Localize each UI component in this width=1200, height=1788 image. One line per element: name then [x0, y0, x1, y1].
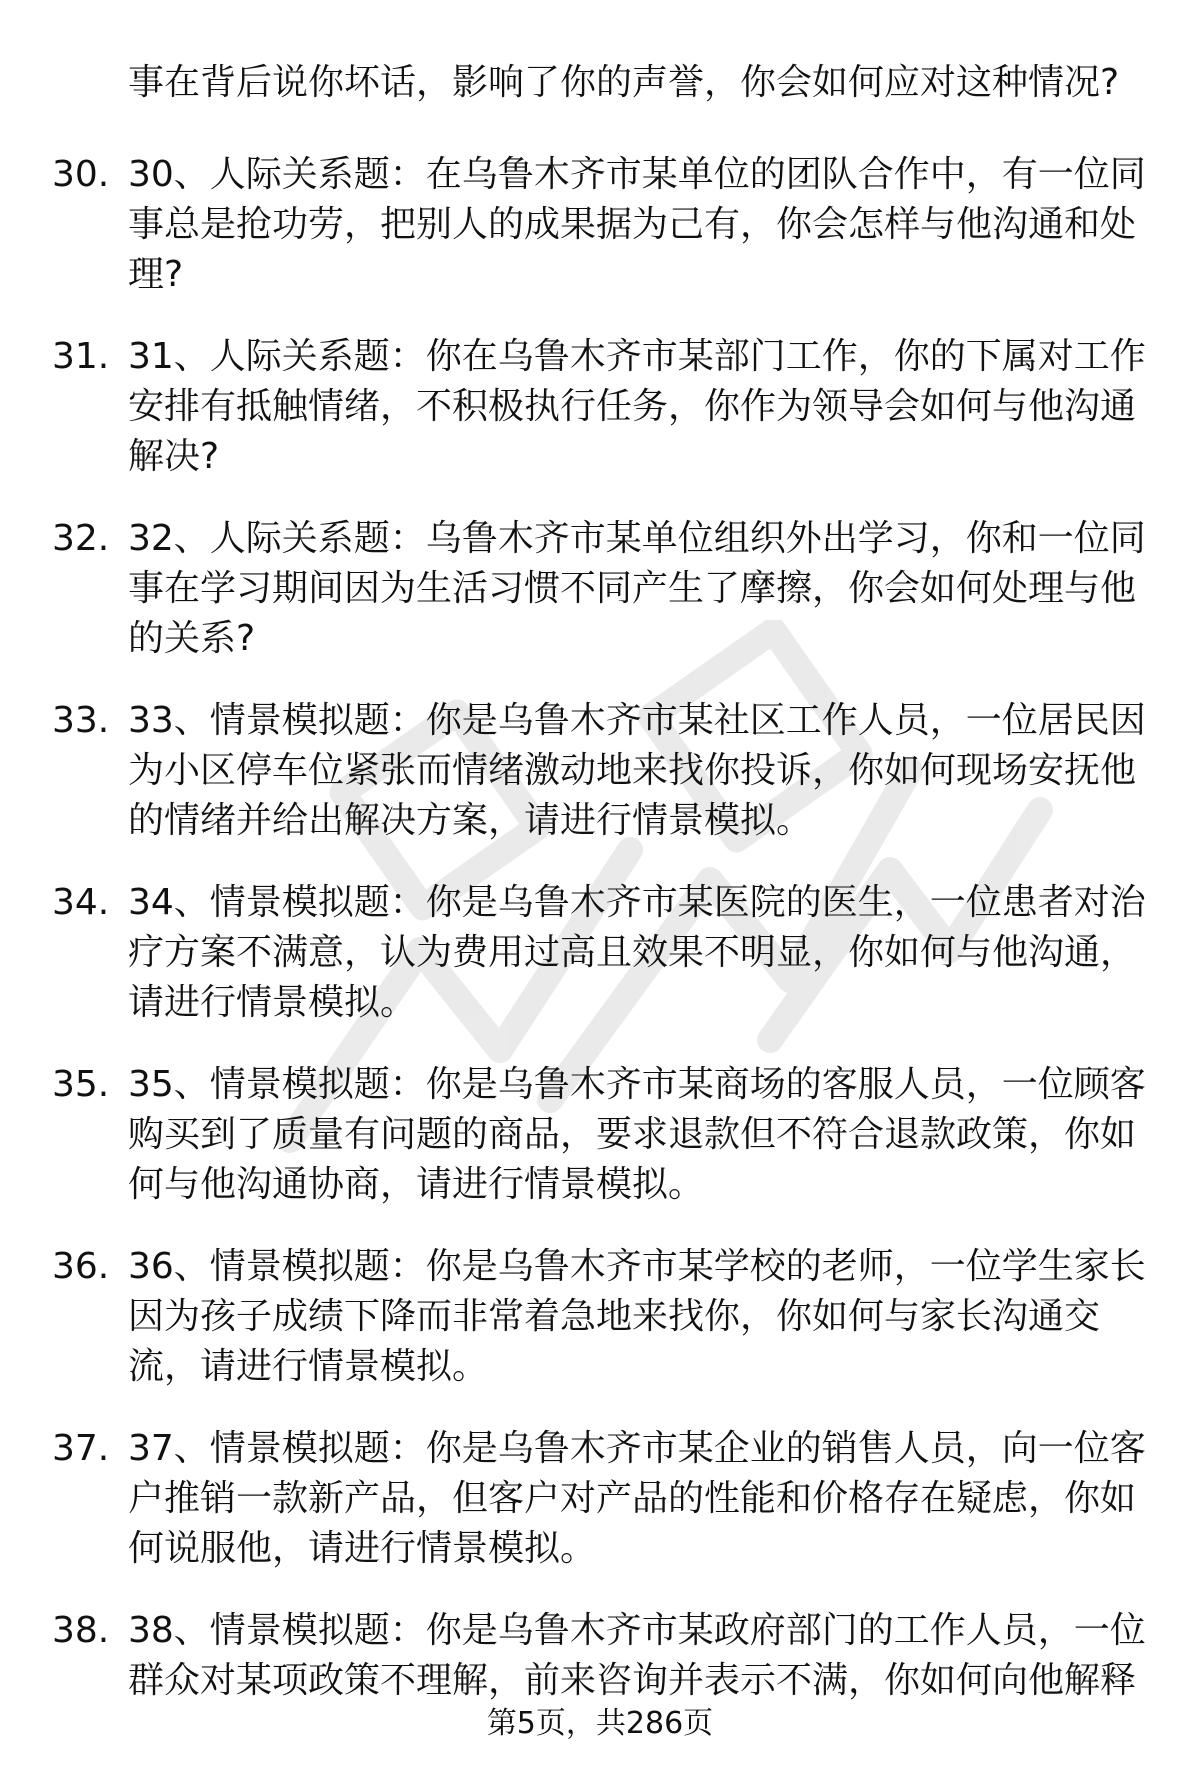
list-item — [0, 514, 1200, 696]
list-item — [0, 1424, 1200, 1606]
list-item — [0, 696, 1200, 878]
list-number: 35. — [52, 1064, 110, 1105]
list-item — [0, 332, 1200, 514]
question-text: 35、情景模拟题：你是乌鲁木齐市某商场的客服人员，一位顾客购买到了质量有问题的商品，要求退款但不符合退款政策，你如何与他沟通协商，请进行情景模拟。 — [128, 1064, 1146, 1205]
list-item — [0, 1606, 1200, 1788]
question-text: 31、人际关系题：你在乌鲁木齐市某部门工作，你的下属对工作安排有抵触情绪，不积极执行任务，你作为领导会如何与他沟通解决? — [128, 336, 1146, 477]
list-number: 31. — [52, 336, 110, 377]
list-number: 32. — [52, 518, 110, 559]
question-list — [0, 150, 1200, 1788]
question-text: 30、人际关系题：在乌鲁木齐市某单位的团队合作中，有一位同事总是抢功劳，把别人的成果据为己有，你会怎样与他沟通和处理? — [128, 154, 1146, 295]
list-number: 34. — [52, 882, 110, 923]
question-text: 34、情景模拟题：你是乌鲁木齐市某医院的医生，一位患者对治疗方案不满意，认为费用过高且效果不明显，你如何与他沟通，请进行情景模拟。 — [128, 882, 1146, 1023]
list-number: 36. — [52, 1246, 110, 1287]
question-text: 38、情景模拟题：你是乌鲁木齐市某政府部门的工作人员，一位群众对某项政策不理解，前来咨询并表示不满，你如何向他解释 — [128, 1610, 1146, 1701]
question-text: 33、情景模拟题：你是乌鲁木齐市某社区工作人员，一位居民因为小区停车位紧张而情绪激动地来找你投诉，你如何现场安抚他的情绪并给出解决方案，请进行情景模拟。 — [128, 700, 1146, 841]
question-text: 37、情景模拟题：你是乌鲁木齐市某企业的销售人员，向一位客户推销一款新产品，但客户对产品的性能和价格存在疑虑，你如何说服他，请进行情景模拟。 — [128, 1428, 1146, 1569]
list-item — [0, 1060, 1200, 1242]
list-item — [0, 1242, 1200, 1424]
list-number: 38. — [52, 1610, 110, 1651]
question-text: 36、情景模拟题：你是乌鲁木齐市某学校的老师，一位学生家长因为孩子成绩下降而非常着急地来找你，你如何与家长沟通交流，请进行情景模拟。 — [128, 1246, 1146, 1387]
list-item — [0, 150, 1200, 332]
continuation-line: 事在背后说你坏话，影响了你的声誉，你会如何应对这种情况? — [128, 62, 1120, 103]
list-number: 37. — [52, 1428, 110, 1469]
list-number: 30. — [52, 154, 110, 195]
page-footer: 第5页，共286页 — [486, 1706, 714, 1741]
list-item — [0, 878, 1200, 1060]
list-number: 33. — [52, 700, 110, 741]
question-text: 32、人际关系题：乌鲁木齐市某单位组织外出学习，你和一位同事在学习期间因为生活习惯不同产生了摩擦，你会如何处理与他的关系? — [128, 518, 1146, 659]
